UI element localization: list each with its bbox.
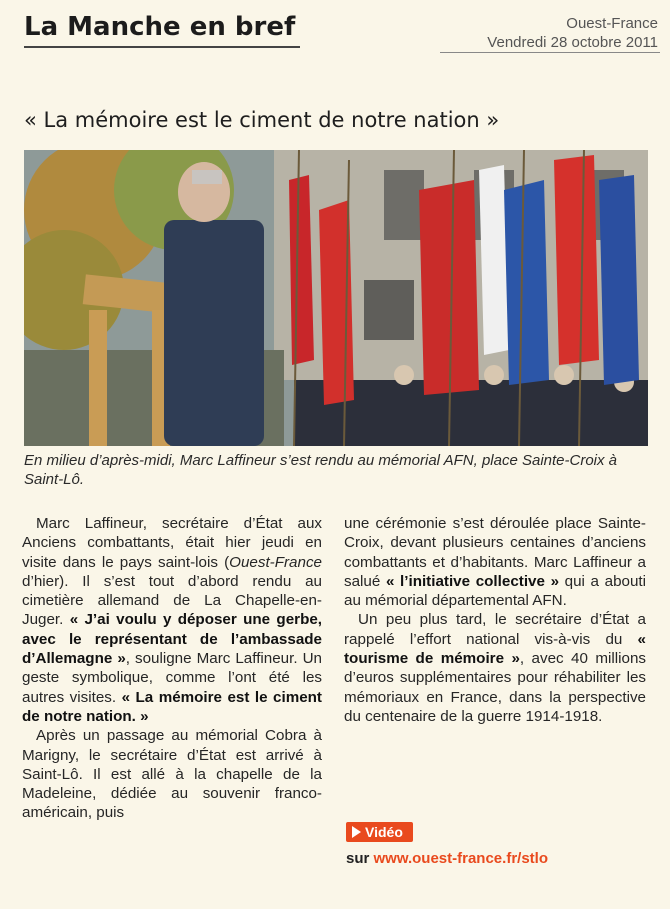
text-span: qui a abouti au mémorial départemental AFN. xyxy=(344,572,647,610)
quote: « tourisme de mémoire » xyxy=(344,630,646,668)
quote: « l’initiative collective » xyxy=(385,572,560,590)
quote: « La mémoire est le ciment de notre nation. » xyxy=(22,688,322,725)
quote: « J’ai voulu y déposer une gerbe, avec le représentant de l’ambassade d’Allemagne » xyxy=(22,611,323,668)
article-photo xyxy=(24,150,648,446)
video-label: Vidéo xyxy=(365,824,403,840)
website-link[interactable] xyxy=(346,850,548,867)
paragraph: Après un passage au mémorial Cobra à Marigny, le secrétaire d’État est arrivé à Saint-Lô. Il est allé à la chapelle de la Madeleine, dédiée au souvenir franco-américain, puis xyxy=(22,727,322,822)
article-headline: « La mémoire est le ciment de notre nation » xyxy=(24,108,500,132)
text-span: , souligne Marc Laffineur. Un geste symbolique, comme l’ont été les autres visites. xyxy=(22,650,322,706)
newspaper-ref: Ouest-France xyxy=(229,553,322,571)
link-url[interactable]: www.ouest-france.fr/stlo xyxy=(373,850,548,867)
play-icon xyxy=(352,826,361,838)
text-span: une cérémonie s’est déroulée place Sainte-Croix, devant plusieurs centaines d’anciens combattants et d’habitants. Marc Laffineur a salué xyxy=(344,515,646,590)
section-rule xyxy=(24,46,300,48)
text-span: d’hier). Il s’est tout d’abord rendu au cimetière allemand de La Chapelle-en-Juger. xyxy=(22,572,322,629)
text-span: Un peu plus tard, le secrétaire d’État a rappelé l’effort national vis-à-vis du xyxy=(344,611,646,648)
article-column-2 xyxy=(344,514,646,726)
paragraph xyxy=(22,514,322,726)
article-column-1 xyxy=(22,514,322,823)
photo-caption: En milieu d’après-midi, Marc Laffineur s’est rendu au mémorial AFN, place Sainte-Croix à Saint-Lô. xyxy=(24,452,618,488)
masthead-rule xyxy=(440,52,660,53)
publication-date: Vendredi 28 octobre 2011 xyxy=(487,34,658,51)
paragraph xyxy=(344,514,646,610)
text-span: , avec 40 millions d’euros supplémentaires pour réhabiliter les mémoriaux en France, dans la perspective du centenaire de la guerre 1914-1918. xyxy=(344,650,646,725)
link-prefix: sur xyxy=(346,850,374,867)
paragraph xyxy=(344,610,646,726)
video-button[interactable] xyxy=(346,822,413,842)
text-span: Marc Laffineur, secrétaire d’État aux Anciens combattants, était hier jeudi en visite dans le pays saint-lois ( xyxy=(22,515,322,571)
publication-name: Ouest-France xyxy=(566,15,658,32)
section-title: La Manche en bref xyxy=(24,12,296,42)
masthead xyxy=(487,14,658,52)
